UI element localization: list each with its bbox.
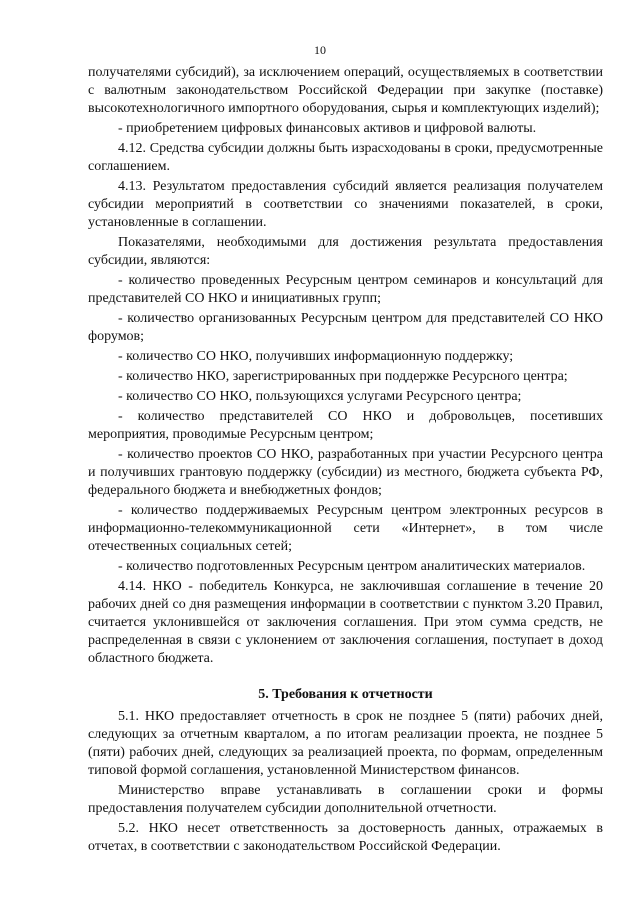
- list-item: - количество подготовленных Ресурсным центром аналитических материалов.: [118, 559, 586, 574]
- paragraphs-before: [88, 64, 603, 668]
- paragraph: 5.1. НКО предоставляет отчетность в срок не позднее 5 (пяти) рабочих дней, следующих за отчетным кварталом, а по итогам реализации проекта, не позднее 5 (пяти) рабочих дней, следующих за реализацией проекта, по формам, определенным типовой формой соглашения, установленной Министерством финансов.: [88, 709, 603, 778]
- paragraph: 4.12. Средства субсидии должны быть израсходованы в сроки, предусмотренные соглашением.: [88, 141, 603, 174]
- list-item: - количество НКО, зарегистрированных при поддержке Ресурсного центра;: [118, 369, 568, 384]
- list-item: - количество СО НКО, получивших информационную поддержку;: [118, 349, 514, 364]
- list-item: - количество проведенных Ресурсным центром семинаров и консультаций для представителей СО НКО и инициативных групп;: [88, 273, 603, 306]
- list-item: - количество поддерживаемых Ресурсным центром электронных ресурсов в информационно-телекоммуникационной сети «Интернет», в том числе отечественных социальных сетей;: [88, 503, 603, 554]
- paragraph: Министерство вправе устанавливать в соглашении сроки и формы предоставления получателем субсидии дополнительной отчетности.: [88, 783, 603, 816]
- list-item: - количество организованных Ресурсным центром для представителей СО НКО форумов;: [88, 311, 603, 344]
- paragraph: получателями субсидий), за исключением операций, осуществляемых в соответствии с валютным законодательством Российской Федерации при закупке (поставке) высокотехнологичного импортного оборудования, сырья и комплектующих изделий);: [88, 65, 603, 116]
- page-content: [88, 64, 603, 858]
- paragraph: - приобретением цифровых финансовых активов и цифровой валюты.: [118, 121, 537, 136]
- paragraph: Показателями, необходимыми для достижения результата предоставления субсидии, являются:: [88, 235, 603, 268]
- paragraph: 4.13. Результатом предоставления субсидий является реализация получателем субсидии мероприятий в соответствии со значениями показателей, в сроки, установленные в соглашении.: [88, 179, 603, 230]
- list-item: - количество представителей СО НКО и добровольцев, посетивших мероприятия, проводимые Ресурсным центром;: [88, 409, 603, 442]
- paragraph: 4.14. НКО - победитель Конкурса, не заключившая соглашение в течение 20 рабочих дней со дня размещения информации в соответствии с пунктом 3.20 Правил, считается уклонившейся от заключения соглашения. При этом сумма средств, не распределенная в связи с уклонением от заключения соглашения, поступает в доход областного бюджета.: [88, 579, 603, 666]
- list-item: - количество проектов СО НКО, разработанных при участии Ресурсного центра и получивших грантовую поддержку (субсидии) из местного, бюджета субъекта РФ, федерального бюджета и внебюджетных фондов;: [88, 447, 603, 498]
- page-number: 10: [314, 43, 326, 57]
- list-item: - количество СО НКО, пользующихся услугами Ресурсного центра;: [118, 389, 522, 404]
- paragraphs-after: [88, 708, 603, 856]
- section-heading: 5. Требования к отчетности: [258, 687, 433, 702]
- paragraph: 5.2. НКО несет ответственность за достоверность данных, отражаемых в отчетах, в соответствии с законодательством Российской Федерации.: [88, 821, 603, 854]
